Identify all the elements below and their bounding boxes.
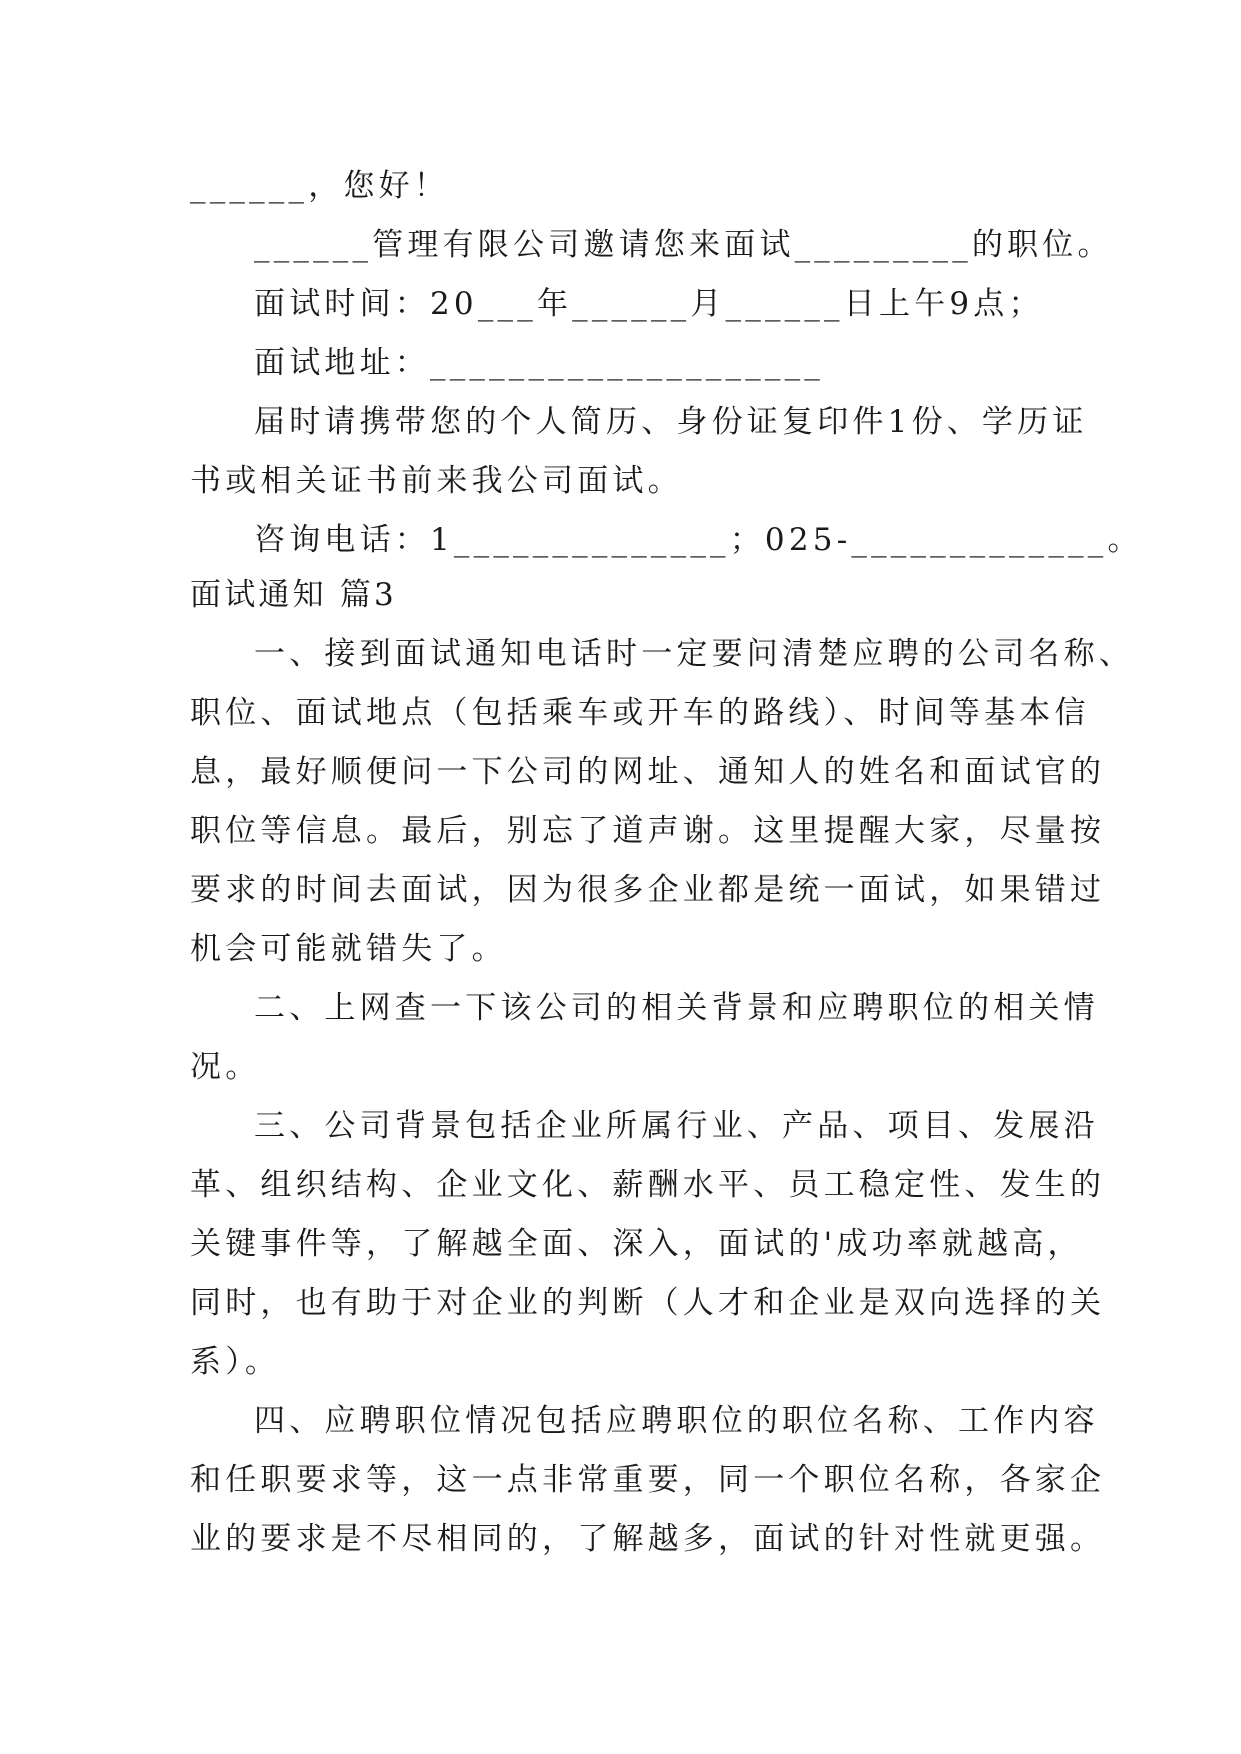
paragraph-line: 职位等信息。最后，别忘了道声谢。这里提醒大家，尽量按 (190, 813, 1106, 849)
materials-line: 届时请携带您的个人简历、身份证复印件1份、学历证 (254, 404, 1088, 440)
section-heading: 面试通知 篇3 (190, 577, 397, 613)
paragraph-line: 职位、面试地点（包括乘车或开车的路线）、时间等基本信 (190, 695, 1090, 731)
paragraph-line: 三、公司背景包括企业所属行业、产品、项目、发展沿 (254, 1108, 1099, 1144)
interview-address-line: 面试地址：____________________ (254, 345, 824, 381)
paragraph-line: 四、应聘职位情况包括应聘职位的职位名称、工作内容 (254, 1403, 1099, 1439)
paragraph-line: 同时，也有助于对企业的判断（人才和企业是双向选择的关 (190, 1285, 1106, 1321)
interview-time-line: 面试时间：20___年______月______日上午9点； (254, 286, 1044, 322)
greeting-line: ______，您好！ (190, 168, 449, 204)
paragraph-line: 机会可能就错失了。 (190, 931, 507, 967)
materials-line-continued: 书或相关证书前来我公司面试。 (190, 463, 683, 499)
paragraph-line: 一、接到面试通知电话时一定要问清楚应聘的公司名称、 (254, 636, 1134, 672)
paragraph-line: 要求的时间去面试，因为很多企业都是统一面试，如果错过 (190, 872, 1106, 908)
paragraph-line: 况。 (190, 1049, 261, 1085)
paragraph-line: 业的要求是不尽相同的，了解越多，面试的针对性就更强。 (190, 1521, 1106, 1557)
contact-phone-line: 咨询电话：1______________；025-_____________。 (254, 522, 1143, 558)
paragraph-line: 革、组织结构、企业文化、薪酬水平、员工稳定性、发生的 (190, 1167, 1106, 1203)
paragraph-line: 息，最好顺便问一下公司的网址、通知人的姓名和面试官的 (190, 754, 1106, 790)
paragraph-line: 关键事件等，了解越全面、深入，面试的'成功率就越高， (190, 1226, 1083, 1262)
paragraph-line: 二、上网查一下该公司的相关背景和应聘职位的相关情 (254, 990, 1099, 1026)
invitation-line: ______管理有限公司邀请您来面试_________的职位。 (254, 227, 1113, 263)
paragraph-line: 系）。 (190, 1344, 281, 1380)
paragraph-line: 和任职要求等，这一点非常重要，同一个职位名称，各家企 (190, 1462, 1106, 1498)
